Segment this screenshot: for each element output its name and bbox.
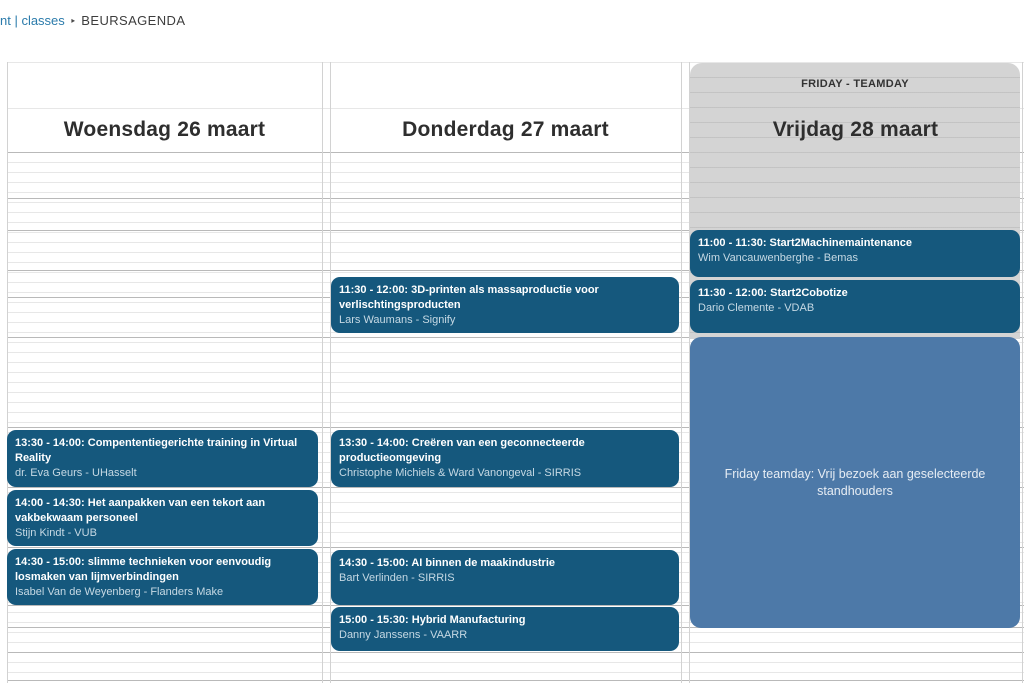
event-title: 13:30 - 14:00: Creëren van een geconnecteerde productieomgeving <box>339 437 585 464</box>
teamday-note-text: Friday teamday: Vrij bezoek aan geselecteerde standhouders <box>724 466 986 498</box>
event-wed-1430-lijmverbindingen[interactable] <box>7 549 318 605</box>
grid-vline <box>1022 62 1023 683</box>
event-thu-1430-ai-maakindustrie[interactable] <box>331 550 679 605</box>
event-speaker: Stijn Kindt - VUB <box>15 527 97 539</box>
grid-hline <box>7 672 1024 673</box>
event-fri-teamday-note[interactable] <box>690 337 1020 628</box>
event-speaker: Isabel Van de Weyenberg - Flanders Make <box>15 586 224 598</box>
event-speaker: Christophe Michiels & Ward Vanongeval - SIRRIS <box>339 467 582 479</box>
friday-teamday-banner: FRIDAY - TEAMDAY <box>801 78 909 90</box>
event-speaker: Bart Verlinden - SIRRIS <box>339 572 455 584</box>
grid-vline <box>322 62 323 683</box>
event-wed-1400-tekort-personeel[interactable] <box>7 490 318 546</box>
event-title: 14:30 - 15:00: slimme technieken voor eenvoudig losmaken van lijmverbindingen <box>15 556 272 583</box>
event-thu-1330-geconnecteerde-productieomgeving[interactable] <box>331 430 679 487</box>
event-thu-1130-3d-printen[interactable] <box>331 277 679 333</box>
event-title: 15:00 - 15:30: Hybrid Manufacturing <box>339 614 526 626</box>
event-title: 14:00 - 14:30: Het aanpakken van een tekort aan vakbekwaam personeel <box>15 497 266 524</box>
event-speaker: dr. Eva Geurs - UHasselt <box>15 467 137 479</box>
breadcrumb-separator-icon: ‣ <box>69 16 77 28</box>
grid-vline <box>681 62 682 683</box>
event-title: 11:30 - 12:00: 3D-printen als massaproductie voor verlischtingsproducten <box>339 284 599 311</box>
day-title-wednesday: Woensdag 26 maart <box>63 118 266 141</box>
event-wed-1330-vr-training[interactable] <box>7 430 318 487</box>
event-thu-1500-hybrid-manufacturing[interactable] <box>331 607 679 651</box>
event-speaker: Danny Janssens - VAARR <box>339 629 468 641</box>
event-speaker: Wim Vancauwenberghe - Bemas <box>698 252 858 264</box>
event-title: 14:30 - 15:00: AI binnen de maakindustrie <box>339 557 555 569</box>
grid-hline <box>7 662 1024 663</box>
event-title: 11:00 - 11:30: Start2Machinemaintenance <box>698 237 912 249</box>
breadcrumb-current: BEURSAGENDA <box>81 13 186 28</box>
grid-hline <box>7 652 1024 653</box>
event-fri-1100-start2machinemaintenance[interactable] <box>690 230 1020 277</box>
event-title: 13:30 - 14:00: Compententiegerichte training in Virtual Reality <box>15 437 298 464</box>
breadcrumb-link-classes[interactable]: nt | classes <box>0 13 65 28</box>
day-title-friday: Vrijdag 28 maart <box>772 118 939 141</box>
day-title-thursday: Donderdag 27 maart <box>402 118 609 141</box>
event-fri-1130-start2cobotize[interactable] <box>690 280 1020 333</box>
event-speaker: Dario Clemente - VDAB <box>698 302 815 314</box>
event-title: 11:30 - 12:00: Start2Cobotize <box>698 287 848 299</box>
event-speaker: Lars Waumans - Signify <box>339 314 456 326</box>
grid-hline <box>7 680 1024 681</box>
